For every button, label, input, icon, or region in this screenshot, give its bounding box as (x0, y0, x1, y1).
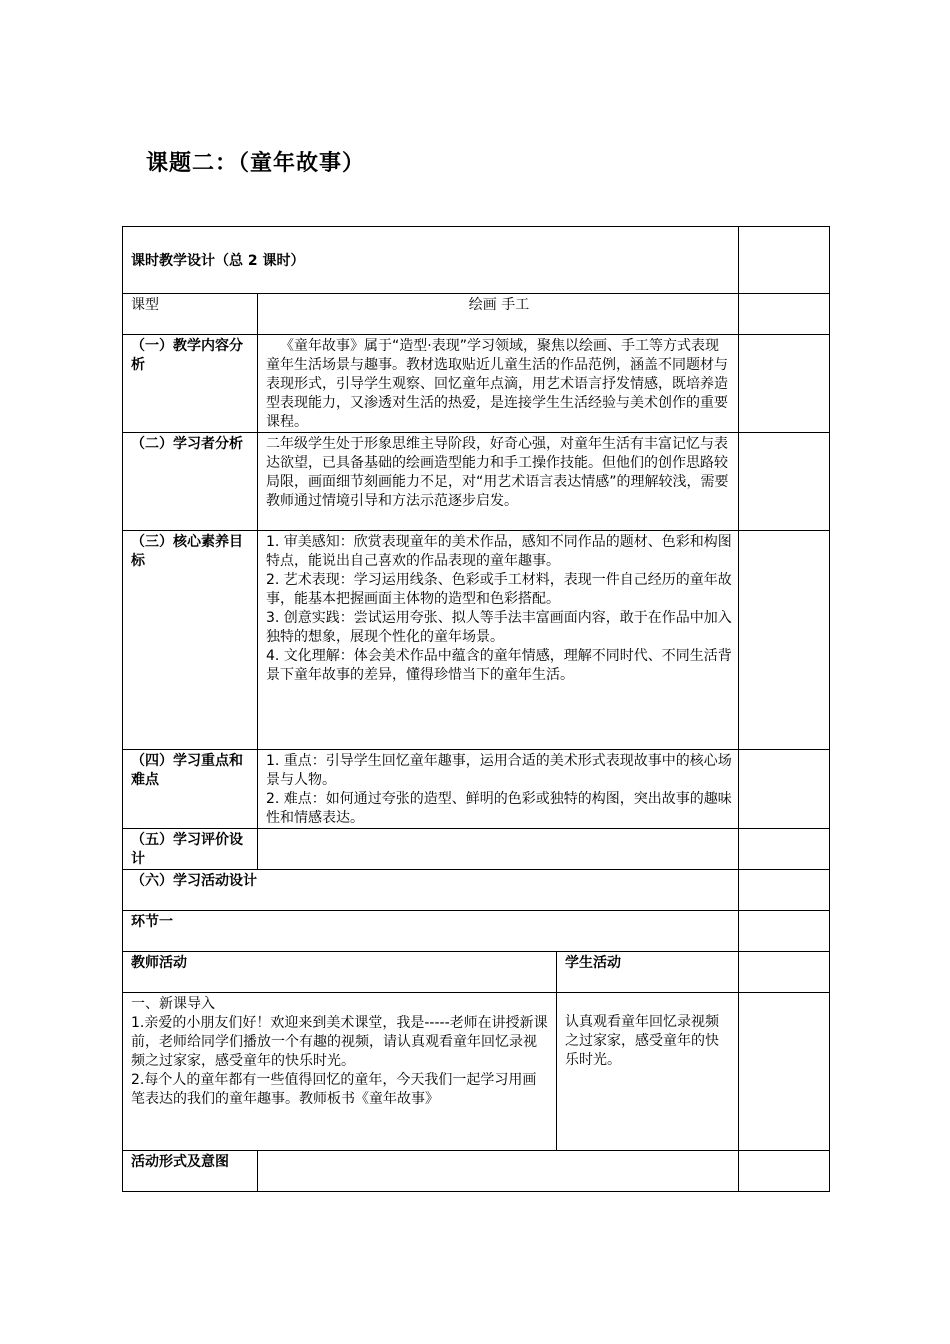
teacher-activity-line: 一、新课导入 (131, 996, 215, 1012)
course-type-label: 课型 (123, 294, 258, 335)
stage-label: 环节一 (123, 911, 739, 952)
core-goals-label: （三）核心素养目标 (123, 531, 258, 750)
side-cell (739, 294, 830, 335)
table-row (123, 993, 830, 1151)
side-cell (739, 952, 830, 993)
teacher-activity-line: 2.每个人的童年都有一些值得回忆的童年，今天我们一起学习用画笔表达的我们的童年趣事。教师板书《童年故事》 (131, 1072, 537, 1107)
evaluation-label: （五）学习评价设计 (123, 829, 258, 870)
key-point-item: 2. 难点：如何通过夸张的造型、鲜明的色彩或独特的构图，突出故事的趣味性和情感表达。 (266, 791, 732, 826)
core-goal-item: 4. 文化理解：体会美术作品中蕴含的童年情感，理解不同时代、不同生活背景下童年故事的差异，懂得珍惜当下的童年生活。 (266, 648, 732, 683)
core-goals-list (258, 531, 739, 750)
table-row (123, 335, 830, 433)
side-cell (739, 829, 830, 870)
lesson-plan-table (122, 226, 830, 1192)
table-row (123, 952, 830, 993)
core-goal-item: 1. 审美感知：欣赏表现童年的美术作品，感知不同作品的题材、色彩和构图特点，能说出自己喜欢的作品表现的童年趣事。 (266, 534, 732, 569)
teacher-activity-line: 1.亲爱的小朋友们好！欢迎来到美术课堂，我是-----老师在讲授新课前，老师给同学们播放一个有趣的视频，请认真观看童年回忆录视频之过家家，感受童年的快乐时光。 (131, 1015, 548, 1069)
page-title: 课题二：（童年故事） (146, 151, 366, 176)
student-activity-text: 认真观看童年回忆录视频之过家家，感受童年的快乐时光。 (557, 993, 739, 1151)
activity-design-label: （六）学习活动设计 (123, 870, 739, 911)
key-points-label: （四）学习重点和难点 (123, 750, 258, 829)
table-row (123, 911, 830, 952)
side-cell (739, 531, 830, 750)
side-cell (739, 750, 830, 829)
side-cell (739, 227, 830, 294)
key-points-list (258, 750, 739, 829)
side-cell (739, 335, 830, 433)
table-header-cell: 课时教学设计（总 2 课时） (123, 227, 739, 294)
core-goal-item: 2. 艺术表现：学习运用线条、色彩或手工材料，表现一件自己经历的童年故事，能基本把握画面主体物的造型和色彩搭配。 (266, 572, 732, 607)
side-cell (739, 433, 830, 531)
activity-form-label: 活动形式及意图 (123, 1151, 258, 1192)
content-analysis-label: （一）教学内容分析 (123, 335, 258, 433)
side-cell (739, 911, 830, 952)
teacher-activity-text (123, 993, 557, 1151)
activity-form-cell (258, 1151, 739, 1192)
key-point-item: 1. 重点：引导学生回忆童年趣事，运用合适的美术形式表现故事中的核心场景与人物。 (266, 753, 732, 788)
table-row (123, 750, 830, 829)
side-cell (739, 870, 830, 911)
table-row (123, 294, 830, 335)
content-analysis-text: 《童年故事》属于“造型·表现”学习领域，聚焦以绘画、手工等方式表现童年生活场景与趣事。教材选取贴近儿童生活的作品范例，涵盖不同题材与表现形式，引导学生观察、回忆童年点滴，用艺术语言抒发情感，既培养造型表现能力，又渗透对生活的热爱，是连接学生生活经验与美术创作的重要课程。 (258, 335, 739, 433)
table-row (123, 531, 830, 750)
teacher-activity-label: 教师活动 (123, 952, 557, 993)
student-activity-label: 学生活动 (557, 952, 739, 993)
learner-analysis-text: 二年级学生处于形象思维主导阶段，好奇心强，对童年生活有丰富记忆与表达欲望，已具备基础的绘画造型能力和手工操作技能。但他们的创作思路较局限，画面细节刻画能力不足，对“用艺术语言表达情感”的理解较浅，需要教师通过情境引导和方法示范逐步启发。 (258, 433, 739, 531)
table-row (123, 1151, 830, 1192)
table-row (123, 433, 830, 531)
table-row (123, 870, 830, 911)
course-type-value: 绘画 手工 (258, 294, 739, 335)
side-cell (739, 993, 830, 1151)
table-row (123, 829, 830, 870)
side-cell (739, 1151, 830, 1192)
table-row (123, 227, 830, 294)
evaluation-cell (258, 829, 739, 870)
core-goal-item: 3. 创意实践：尝试运用夸张、拟人等手法丰富画面内容，敢于在作品中加入独特的想象，展现个性化的童年场景。 (266, 610, 732, 645)
learner-analysis-label: （二）学习者分析 (123, 433, 258, 531)
